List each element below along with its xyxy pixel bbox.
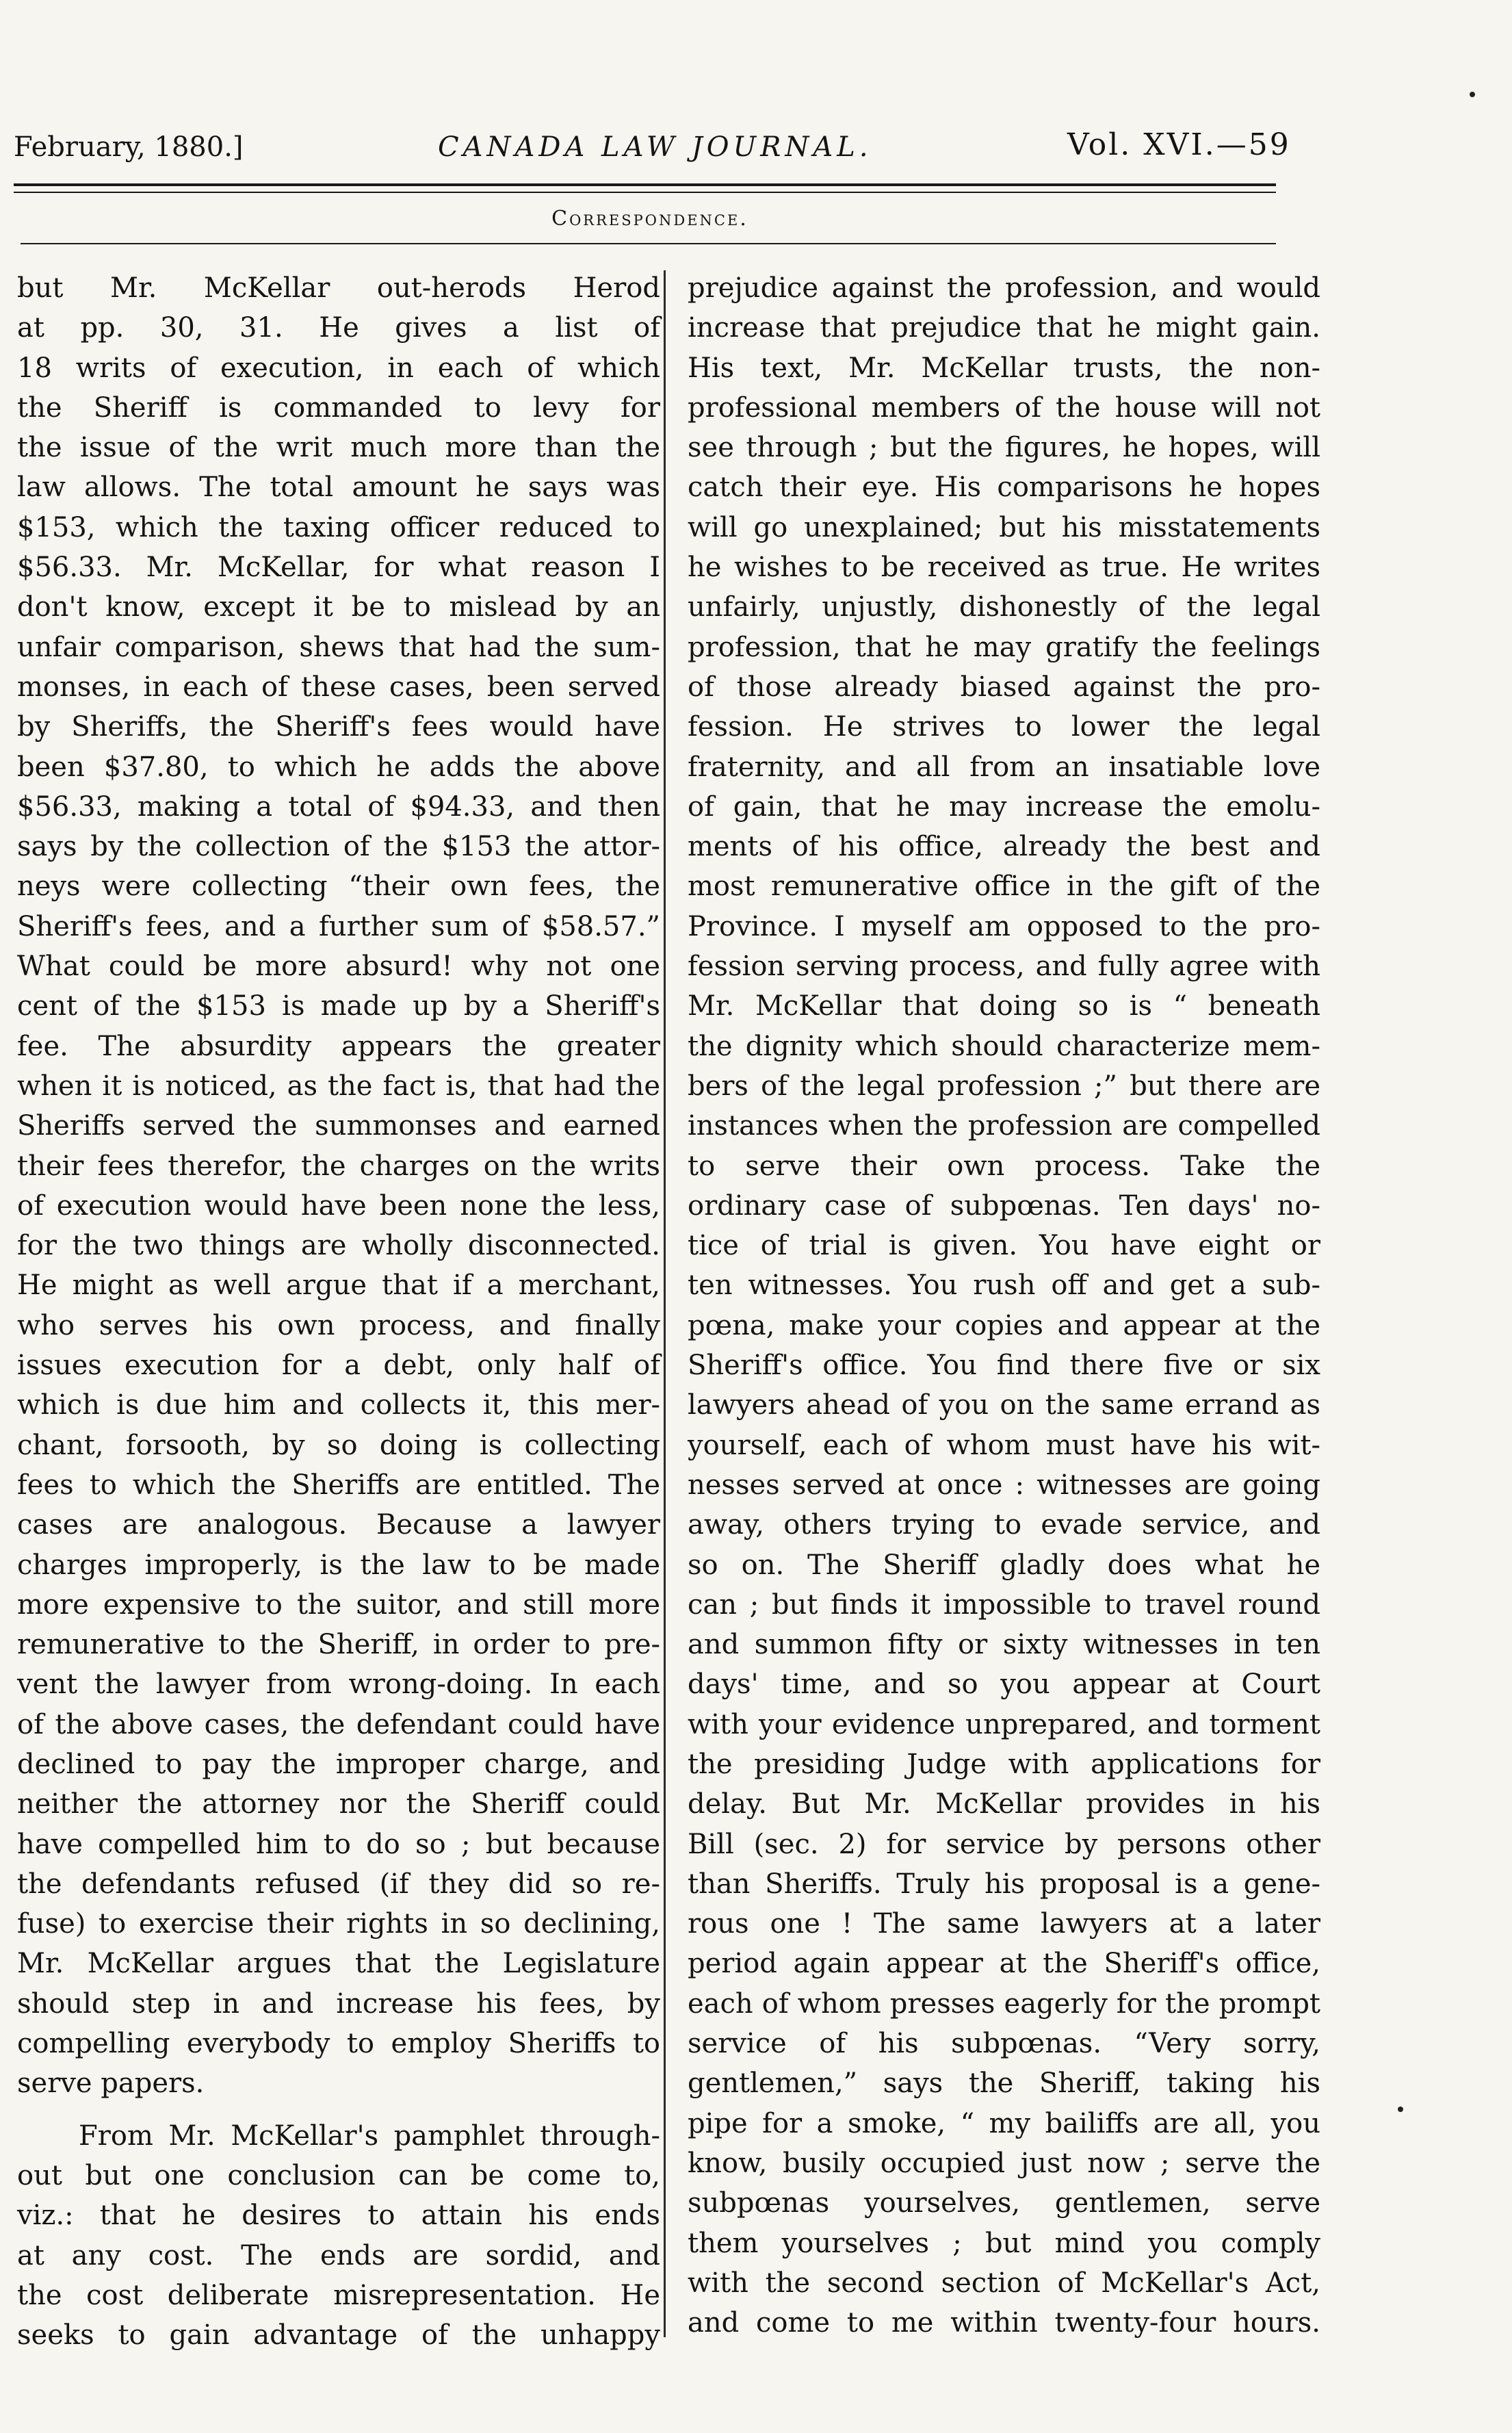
- text-line: at pp. 30, 31. He gives a list of: [17, 312, 660, 344]
- text-line: than Sheriffs. Truly his proposal is a gene-: [688, 1868, 1320, 1900]
- text-line: period again appear at the Sheriff's office,: [688, 1948, 1320, 1980]
- text-line: to serve their own process. Take the: [688, 1150, 1320, 1182]
- text-line: prejudice against the profession, and would: [688, 272, 1320, 304]
- text-line: service of his subpœnas. “Very sorry,: [688, 2028, 1320, 2060]
- text-line: don't know, except it be to mislead by an: [17, 591, 660, 623]
- text-line: should step in and increase his fees, by: [17, 1987, 660, 2020]
- text-line: He might as well argue that if a merchant,: [17, 1270, 660, 1302]
- text-line: bers of the legal profession ;” but there are: [688, 1070, 1320, 1102]
- text-line: profession, that he may gratify the feelings: [688, 631, 1320, 663]
- speck-mark: [1398, 2107, 1403, 2112]
- paragraph-gap: [17, 2104, 660, 2116]
- text-line: fee. The absurdity appears the greater: [17, 1030, 660, 1062]
- text-line: out but one conclusion can be come to,: [17, 2159, 660, 2191]
- text-line: neither the attorney nor the Sheriff could: [17, 1788, 660, 1820]
- text-line: of the above cases, the defendant could have: [17, 1708, 660, 1740]
- text-line: serve papers.: [17, 2068, 205, 2100]
- left-column: [17, 268, 660, 2352]
- volume-page: Vol. XVI.—59: [1067, 127, 1291, 162]
- text-line: but Mr. McKellar out-herods Herod: [17, 272, 660, 304]
- text-line: His text, Mr. McKellar trusts, the non-: [688, 352, 1320, 384]
- text-line: delay. But Mr. McKellar provides in his: [688, 1788, 1320, 1820]
- text-line: ordinary case of subpœnas. Ten days' no-: [688, 1189, 1320, 1222]
- text-line: gentlemen,” says the Sheriff, taking his: [688, 2068, 1320, 2100]
- text-line: catch their eye. His comparisons he hopes: [688, 472, 1320, 504]
- text-line: declined to pay the improper charge, and: [17, 1748, 660, 1780]
- text-line: Province. I myself am opposed to the pro-: [688, 910, 1320, 942]
- text-line: which is due him and collects it, this mer-: [17, 1389, 660, 1421]
- text-line: more expensive to the suitor, and still more: [17, 1588, 660, 1621]
- text-line: says by the collection of the $153 the attor-: [17, 831, 660, 863]
- text-line: away, others trying to evade service, and: [688, 1509, 1320, 1541]
- text-line: their fees therefor, the charges on the writs: [17, 1150, 660, 1182]
- text-line: Sheriff's fees, and a further sum of $58.57.”: [17, 910, 660, 942]
- text-line: fraternity, and all from an insatiable love: [688, 751, 1320, 783]
- text-line: What could be more absurd! why not one: [17, 951, 660, 983]
- text-line: seeks to gain advantage of the unhappy: [17, 2319, 660, 2352]
- running-header: [14, 123, 1300, 178]
- text-line: have compelled him to do so ; but because: [17, 1828, 660, 1860]
- text-line: so on. The Sheriff gladly does what he: [688, 1549, 1320, 1581]
- text-line: increase that prejudice that he might gain.: [688, 312, 1320, 344]
- text-line: the Sheriff is commanded to levy for: [17, 391, 660, 424]
- text-line: ten witnesses. You rush off and get a sub-: [688, 1270, 1320, 1302]
- text-line: and come to me within twenty-four hours.: [688, 2307, 1320, 2339]
- text-line: From Mr. McKellar's pamphlet through-: [79, 2120, 660, 2152]
- text-line: monses, in each of these cases, been served: [17, 671, 660, 703]
- text-line: them yourselves ; but mind you comply: [688, 2227, 1320, 2259]
- text-line: vent the lawyer from wrong-doing. In each: [17, 1669, 660, 1701]
- section-title: Correspondence.: [551, 207, 748, 231]
- text-line: $56.33, making a total of $94.33, and then: [17, 790, 660, 823]
- text-line: see through ; but the figures, he hopes, will: [688, 432, 1320, 464]
- text-line: days' time, and so you appear at Court: [688, 1669, 1320, 1701]
- text-line: yourself, each of whom must have his wit-: [688, 1429, 1320, 1461]
- text-line: 18 writs of execution, in each of which: [17, 352, 660, 384]
- section-rule: [21, 243, 1276, 244]
- issue-date: February, 1880.]: [14, 131, 244, 163]
- text-line: been $37.80, to which he adds the above: [17, 751, 660, 783]
- right-column: [688, 268, 1320, 2342]
- text-line: Bill (sec. 2) for service by persons other: [688, 1828, 1320, 1860]
- journal-title: CANADA LAW JOURNAL.: [438, 131, 872, 163]
- text-line: the issue of the writ much more than the: [17, 432, 660, 464]
- text-line: at any cost. The ends are sordid, and: [17, 2239, 660, 2271]
- text-line: the dignity which should characterize mem-: [688, 1030, 1320, 1062]
- text-line: pœna, make your copies and appear at the: [688, 1309, 1320, 1341]
- header-rule-thick: [14, 183, 1276, 186]
- text-line: each of whom presses eagerly for the prompt: [688, 1987, 1320, 2020]
- text-line: Sheriff's office. You find there five or six: [688, 1350, 1320, 1382]
- text-line: rous one ! The same lawyers at a later: [688, 1908, 1320, 1940]
- text-line: nesses served at once : witnesses are going: [688, 1469, 1320, 1501]
- text-line: neys were collecting “their own fees, the: [17, 871, 660, 903]
- text-line: who serves his own process, and finally: [17, 1309, 660, 1341]
- text-line: cases are analogous. Because a lawyer: [17, 1509, 660, 1541]
- text-line: fuse) to exercise their rights in so declining,: [17, 1908, 660, 1940]
- text-line: subpœnas yourselves, gentlemen, serve: [688, 2187, 1320, 2219]
- text-line: can ; but finds it impossible to travel round: [688, 1588, 1320, 1621]
- text-line: Mr. McKellar that doing so is “ beneath: [688, 990, 1320, 1022]
- text-line: most remunerative office in the gift of the: [688, 871, 1320, 903]
- text-line: tice of trial is given. You have eight or: [688, 1230, 1320, 1262]
- text-line: and summon fifty or sixty witnesses in ten: [688, 1629, 1320, 1661]
- text-line: for the two things are wholly disconnected.: [17, 1230, 660, 1262]
- text-line: law allows. The total amount he says was: [17, 472, 660, 504]
- text-line: pipe for a smoke, “ my bailiffs are all, you: [688, 2107, 1320, 2139]
- text-line: chant, forsooth, by so doing is collecting: [17, 1429, 660, 1461]
- speck-mark: [1470, 92, 1475, 97]
- text-line: Sheriffs served the summonses and earned: [17, 1110, 660, 1142]
- column-divider: [664, 270, 666, 2337]
- text-line: lawyers ahead of you on the same errand as: [688, 1389, 1320, 1421]
- text-line: unfair comparison, shews that had the sum-: [17, 631, 660, 663]
- text-line: fees to which the Sheriffs are entitled. The: [17, 1469, 660, 1501]
- text-line: he wishes to be received as true. He writes: [688, 552, 1320, 584]
- text-line: know, busily occupied just now ; serve the: [688, 2147, 1320, 2179]
- text-line: with your evidence unprepared, and torment: [688, 1708, 1320, 1740]
- text-line: fession. He strives to lower the legal: [688, 711, 1320, 743]
- text-line: charges improperly, is the law to be made: [17, 1549, 660, 1581]
- text-line: cent of the $153 is made up by a Sheriff's: [17, 990, 660, 1022]
- text-line: ments of his office, already the best and: [688, 831, 1320, 863]
- text-line: unfairly, unjustly, dishonestly of the legal: [688, 591, 1320, 623]
- text-line: remunerative to the Sheriff, in order to pre-: [17, 1629, 660, 1661]
- text-line: $56.33. Mr. McKellar, for what reason I: [17, 552, 660, 584]
- text-line: fession serving process, and fully agree with: [688, 951, 1320, 983]
- text-line: the defendants refused (if they did so re-: [17, 1868, 660, 1900]
- text-line: Mr. McKellar argues that the Legislature: [17, 1948, 660, 1980]
- text-line: instances when the profession are compelled: [688, 1110, 1320, 1142]
- text-line: of execution would have been none the less,: [17, 1189, 660, 1222]
- text-line: compelling everybody to employ Sheriffs to: [17, 2028, 660, 2060]
- text-line: the presiding Judge with applications for: [688, 1748, 1320, 1780]
- text-line: issues execution for a debt, only half of: [17, 1350, 660, 1382]
- text-line: of gain, that he may increase the emolu-: [688, 790, 1320, 823]
- header-rule-thin: [14, 192, 1276, 193]
- text-line: will go unexplained; but his misstatements: [688, 511, 1320, 543]
- text-line: professional members of the house will not: [688, 391, 1320, 424]
- text-line: the cost deliberate misrepresentation. He: [17, 2279, 660, 2311]
- text-line: $153, which the taxing officer reduced to: [17, 511, 660, 543]
- text-line: of those already biased against the pro-: [688, 671, 1320, 703]
- text-line: viz.: that he desires to attain his ends: [17, 2200, 660, 2232]
- text-line: when it is noticed, as the fact is, that had the: [17, 1070, 660, 1102]
- text-line: with the second section of McKellar's Act,: [688, 2267, 1320, 2299]
- text-line: by Sheriffs, the Sheriff's fees would have: [17, 711, 660, 743]
